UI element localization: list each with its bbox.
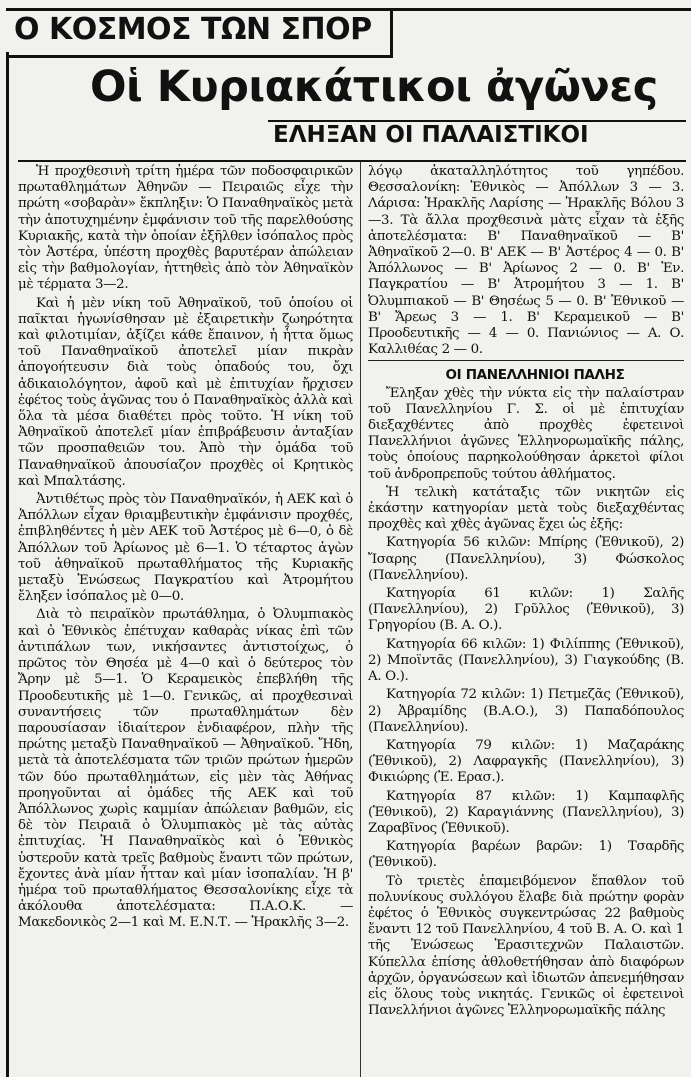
section-title: Ο ΚΟΣΜΟΣ ΤΩΝ ΣΠΟΡ	[14, 12, 372, 47]
right-column	[368, 164, 684, 1021]
paragraph: Ἀντιθέτως πρὸς τὸν Παναθηναϊκόν, ἡ ΑΕΚ καὶ ὁ Ἀπόλλων εἶχαν θριαμβευτικὴν ἐμφάνισιν προχθές, ἐπιβληθέντες ἡ μὲν ΑΕΚ τοῦ Ἀστέρος μὲ 6—0, ὁ δὲ Ἀπόλλων τοῦ Ἀρίωνος μὲ 6—1. Ὁ τέταρτος ἀγὼν τοῦ ἀθηναϊκοῦ πρωταθλήματος τῆς Κυριακῆς μεταξὺ Ἑνώσεως Παγκρατίου καὶ Ἀτρομήτου ἔληξεν ἰσόπαλος μὲ 0—0.	[18, 492, 353, 605]
paragraph: Ἡ προχθεσινὴ τρίτη ἡμέρα τῶν ποδοσφαιρικῶν πρωταθλημάτων Ἀθηνῶν — Πειραιῶς εἶχε τὴν πρώτη «σοβαρὰν» ἔκπληξιν: Ὁ Παναθηναϊκὸς μετὰ τὴν ἀποτυχημένην ἐμφάνισιν τοῦ τῆς παρελθούσης Κυριακῆς, κατὰ τὴν ὁποίαν ἐξῆλθεν ἰσόπαλος πρὸς τὸν Ἀστέρα, ὑπέστη προχθὲς βαρυτέραν ἀπώλειαν εἰς τὴν βαθμολογίαν, ἡττηθεὶς ἀπὸ τὸν Ἀθηναϊκὸν μὲ τέρματα 3—2.	[18, 164, 353, 293]
paragraph: Κατηγορία 66 κιλῶν: 1) Φιλίππης (Ἐθνικοῦ), 2) Μποϊντᾶς (Πανελληνίου), 3) Γιαγκούδης (Β. Α. Ο.).	[368, 636, 684, 685]
paragraph: Κατηγορία 72 κιλῶν: 1) Πετμεζᾶς (Ἐθνικοῦ), 2) Ἀβραμίδης (Β.Α.Ο.), 3) Παπαδόπουλος (Πανελληνίου).	[368, 687, 684, 735]
paragraph: Διὰ τὸ πειραϊκὸν πρωτάθλημα, ὁ Ὀλυμπιακὸς καὶ ὁ Ἐθνικὸς ἐπέτυχαν καθαρὰς νίκας ἐπὶ τῶν ἀντιπάλων των, νικήσαντες ἀντιστοίχως, ὁ πρῶτος τὸν Θησέα μὲ 4—0 καὶ ὁ δεύτερος τὸν Ἄρην μὲ 5—1. Ὁ Κεραμεικὸς ἐπεβλήθη τῆς Προοδευτικῆς μὲ 1—0. Γενικῶς, αἱ προχθεσιναὶ συναντήσεις τῶν πρωταθλημάτων δὲν παρουσίασαν ἰδιαίτερον ἐνδιαφέρον, πλὴν τῆς πρώτης μεταξὺ Παναθηναϊκοῦ — Ἀθηναϊκοῦ. Ἤδη, μετὰ τὰ ἀποτελέσματα τῶν τριῶν πρώτων ἡμερῶν τῶν δύο πρωταθλημάτων, εἰς μὲν τὰς Ἀθήνας προηγοῦνται αἱ ὁμάδες τῆς ΑΕΚ καὶ τοῦ Ἀπόλλωνος χωρὶς καμμίαν ἀπώλειαν βαθμῶν, εἰς δὲ τὸν Πειραιᾶ ὁ Ὀλυμπιακὸς μὲ τὰς αὐτὰς ἐπιτυχίας. Ἡ Παναθηναϊκὸς καὶ ὁ Ἐθνικὸς ὑστεροῦν κατὰ τρεῖς βαθμοὺς ἔναντι τῶν πρώτων, ἔχοντες ἀνὰ μίαν ἧτταν καὶ μίαν ἰσοπαλίαν. Ἡ β' ἡμέρα τοῦ πρωταθλήματος Θεσσαλονίκης εἶχε τὰ ἀκόλουθα ἀποτελέσματα: Π.Α.Ο.Κ. — Μακεδονικὸς 2—1 καὶ Μ. Ε.Ν.Τ. — Ἡρακλῆς 3—2.	[18, 607, 353, 931]
paragraph: λόγῳ ἀκαταλληλότητος τοῦ γηπέδου. Θεσσαλονίκη: Ἐθνικὸς — Ἀπόλλων 3 — 3. Λάρισα: Ἡρακλῆς Λαρίσης — Ἡρακλῆς Βόλου 3—3. Τὰ ἄλλα προχθεσινὰ μὰτς εἶχαν τὰ ἑξῆς ἀποτελέσματα: Β' Παναθηναϊκοῦ — Β' Ἀθηναϊκοῦ 2—0. Β' ΑΕΚ — Β' Ἀστέρος 4 — 0. Β' Ἀπόλλωνος — Β' Ἀρίωνος 2 — 0. Β' Ἐν. Παγκρατίου — Β' Ἀτρομήτου 3 — 1. Β' Ὀλυμπιακοῦ — Β' Θησέως 5 — 0. Β' Ἐθνικοῦ — Β' Ἄρεως 3 — 1. Β' Κεραμεικοῦ — Β' Προοδευτικῆς — 4 — 0. Πανιώνιος — Α. Ο. Καλλιθέας 2 — 0.	[368, 164, 684, 358]
paragraph: Κατηγορία 56 κιλῶν: Μπίρης (Ἐθνικοῦ), 2) Ἴσαρης (Πανελληνίου), 3) Φώσκολος (Πανελληνίου).	[368, 535, 684, 583]
column-divider	[360, 162, 361, 1077]
paragraph: Ἡ τελικὴ κατάταξις τῶν νικητῶν εἰς ἑκάστην κατηγορίαν μετὰ τοὺς διεξαχθέντας προχθὲς καὶ χθὲς ἀγῶνας ἔχει ὡς ἑξῆς:	[368, 484, 684, 533]
column-top-rule	[18, 160, 686, 162]
paragraph: Κατηγορία 87 κιλῶν: 1) Καμπαφλῆς (Ἐθνικοῦ), 2) Καραγιάννης (Πανελληνίου), 3) Ζαραβῖνος (Ἐθνικοῦ).	[368, 788, 684, 836]
sub-section-title: ΟΙ ΠΑΝΕΛΛΗΝΙΟΙ ΠΑΛΗΣ	[368, 360, 684, 383]
headline: Οἱ Κυριακάτικοι ἀγῶνες	[90, 62, 658, 112]
paragraph: Κατηγορία βαρέων βαρῶν: 1) Τσαρδῆς (Ἐθνικοῦ).	[368, 839, 684, 871]
paragraph: Κατηγορία 79 κιλῶν: 1) Μαζαράκης (Ἐθνικοῦ), 2) Λαφραγκῆς (Πανελληνίου), 3) Φικιώρης (Ἐ. Ερασ.).	[368, 737, 684, 786]
paragraph: Τὸ τριετὲς ἐπαμειβόμενον ἔπαθλον τοῦ πολυνίκους συλλόγου ἔλαβε διὰ πρώτην φορὰν ἐφέτος ὁ Ἐθνικὸς συγκεντρώσας 22 βαθμοὺς ἔναντι 12 τοῦ Πανελληνίου, 4 τοῦ Β. Α. Ο. καὶ 1 τῆς Ἑνώσεως Ἐρασιτεχνῶν Παλαιστῶν. Κύπελλα ἐπίσης ἀθλοθετήθησαν ἀπὸ διαφόρων ἀρχῶν, ὀργανώσεων καὶ ἰδιωτῶν ἀπενεμήθησαν εἰς ὅλους τοὺς νικητάς. Γενικῶς οἱ ἐφετεινοὶ Πανελλήνιοι ἀγῶνες Ἑλληνορωμαϊκῆς πάλης	[368, 873, 684, 1019]
frame-top-rule	[390, 8, 691, 11]
subhead: ΕΛΗΞΑΝ ΟΙ ΠΑΛΑΙΣΤΙΚΟΙ	[273, 122, 589, 148]
paragraph: Ἔληξαν χθὲς τὴν νύκτα εἰς τὴν παλαίστραν τοῦ Πανελληνίου Γ. Σ. οἱ μὲ ἐπιτυχίαν διεξαχθέντες ἀπὸ προχθὲς ἐφετεινοὶ Πανελλήνιοι ἀγῶνες Ἑλληνορωμαϊκῆς πάλης, τοὺς ὁποίους παρηκολούθησαν ἀρκετοὶ φίλοι τοῦ ἀνδροπρεποῦς τούτου ἀθλήματος.	[368, 385, 684, 482]
paragraph: Καὶ ἡ μὲν νίκη τοῦ Ἀθηναϊκοῦ, τοῦ ὁποίου οἱ παῖκται ἠγωνίσθησαν μὲ ἐξαιρετικὴν ζωηρότητα καὶ φιλοτιμίαν, ἀξίζει κάθε ἔπαινον, ἡ ἧττα ὅμως τοῦ Παναθηναϊκοῦ ἀποτελεῖ μίαν πικρὰν ἀπογοήτευσιν διὰ τοὺς ὀπαδούς του, ὄχι ἀδικαιολόγητον, ἀφοῦ καὶ μὲ ἐπιτυχίαν ἤρχισεν ἐφέτος τοὺς ἀγῶνας του ὁ Παναθηναϊκὸς ἀλλὰ καὶ ὅλα τὰ μέσα διαθέτει πρὸς τοῦτο. Ἡ νίκη τοῦ Ἀθηναϊκοῦ ἀποτελεῖ μίαν ἐπιβράβευσιν ἀνταξίαν τῶν προσπαθειῶν του. Ἀπὸ τὴν ὁμάδα τοῦ Παναθηναϊκοῦ ἀπουσίαζον προχθὲς οἱ Κρητικὸς καὶ Μπαλτάσης.	[18, 295, 353, 489]
frame-left-rule	[6, 52, 9, 1077]
paragraph: Κατηγορία 61 κιλῶν: 1) Σαλῆς (Πανελληνίου), 2) Γρῦλλος (Ἐθνικοῦ), 3) Γρηγορίου (Β. Α. Ο.).	[368, 586, 684, 634]
left-column	[18, 164, 353, 934]
